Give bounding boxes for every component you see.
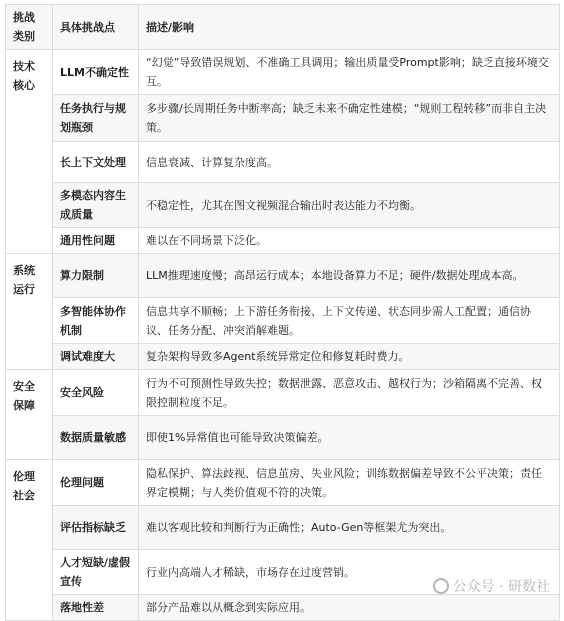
challenge-desc: 行为不可预测性导致失控；数据泄露、恶意攻击、越权行为；沙箱隔离不完善、权限控制粒度不足。	[139, 370, 560, 416]
table-row	[6, 370, 560, 416]
challenge-point: 长上下文处理	[53, 142, 139, 183]
challenge-desc: 难以在不同场景下泛化。	[139, 228, 560, 254]
category-cell: 系统运行	[6, 254, 53, 370]
challenge-point: 任务执行与规划瓶颈	[53, 95, 139, 142]
challenge-point: 算力限制	[53, 254, 139, 298]
table-row	[6, 298, 560, 344]
challenge-desc: “幻觉”导致错误规划、不准确工具调用；输出质量受Prompt影响；缺乏直接环境交互。	[139, 50, 560, 95]
header-desc: 描述/影响	[139, 5, 560, 50]
challenge-point: 落地性差	[53, 595, 139, 621]
challenge-desc: 难以客观比较和判断行为正确性；Auto-Gen等框架尤为突出。	[139, 506, 560, 550]
challenge-desc: LLM推理速度慢；高昂运行成本；本地设备算力不足；硬件/数据处理成本高。	[139, 254, 560, 298]
table-row	[6, 416, 560, 460]
challenges-table	[5, 4, 560, 621]
challenge-desc: 复杂架构导致多Agent系统异常定位和修复耗时费力。	[139, 344, 560, 370]
watermark-text: 公众号 · 研数社	[452, 579, 550, 595]
challenge-desc: 行业内高端人才稀缺，市场存在过度营销。	[139, 550, 560, 595]
challenge-desc: 信息共享不顺畅；上下游任务衔接、上下文传递、状态同步需人工配置；通信协议、任务分配、冲突消解难题。	[139, 298, 560, 344]
category-cell: 伦理社会	[6, 460, 53, 621]
challenge-point: 人才短缺/虚假宣传	[53, 550, 139, 595]
challenge-point: 数据质量敏感	[53, 416, 139, 460]
wechat-icon	[433, 578, 449, 594]
challenge-desc: 部分产品难以从概念到实际应用。	[139, 595, 560, 621]
challenge-desc: 信息衰减、计算复杂度高。	[139, 142, 560, 183]
header-point: 具体挑战点	[53, 5, 139, 50]
table-row	[6, 183, 560, 228]
challenge-desc: 隐私保护、算法歧视、信息茧房、失业风险；训练数据偏差导致不公平决策；责任界定模糊；与人类价值观不符的决策。	[139, 460, 560, 506]
challenge-point: 安全风险	[53, 370, 139, 416]
challenge-point: LLM不确定性	[53, 50, 139, 95]
challenge-desc: 即使1%异常值也可能导致决策偏差。	[139, 416, 560, 460]
table-row	[6, 506, 560, 550]
category-cell: 安全保障	[6, 370, 53, 460]
challenge-point: 伦理问题	[53, 460, 139, 506]
table-row	[6, 344, 560, 370]
challenge-point: 评估指标缺乏	[53, 506, 139, 550]
category-cell: 技术核心	[6, 50, 53, 254]
challenge-desc: 多步骤/长周期任务中断率高；缺乏未来不确定性建模；“规则工程转移”而非自主决策。	[139, 95, 560, 142]
table-row	[6, 142, 560, 183]
challenge-point: 通用性问题	[53, 228, 139, 254]
watermark	[433, 576, 550, 596]
table-row	[6, 460, 560, 506]
challenge-desc: 不稳定性，尤其在图文视频混合输出时表达能力不均衡。	[139, 183, 560, 228]
table-row	[6, 595, 560, 621]
table-header-row	[6, 5, 560, 50]
table-row	[6, 95, 560, 142]
challenge-point: 多智能体协作机制	[53, 298, 139, 344]
table-row	[6, 228, 560, 254]
challenge-point: 调试难度大	[53, 344, 139, 370]
challenge-point: 多模态内容生成质量	[53, 183, 139, 228]
table-row	[6, 50, 560, 95]
table-row	[6, 254, 560, 298]
header-category: 挑战类别	[6, 5, 53, 50]
